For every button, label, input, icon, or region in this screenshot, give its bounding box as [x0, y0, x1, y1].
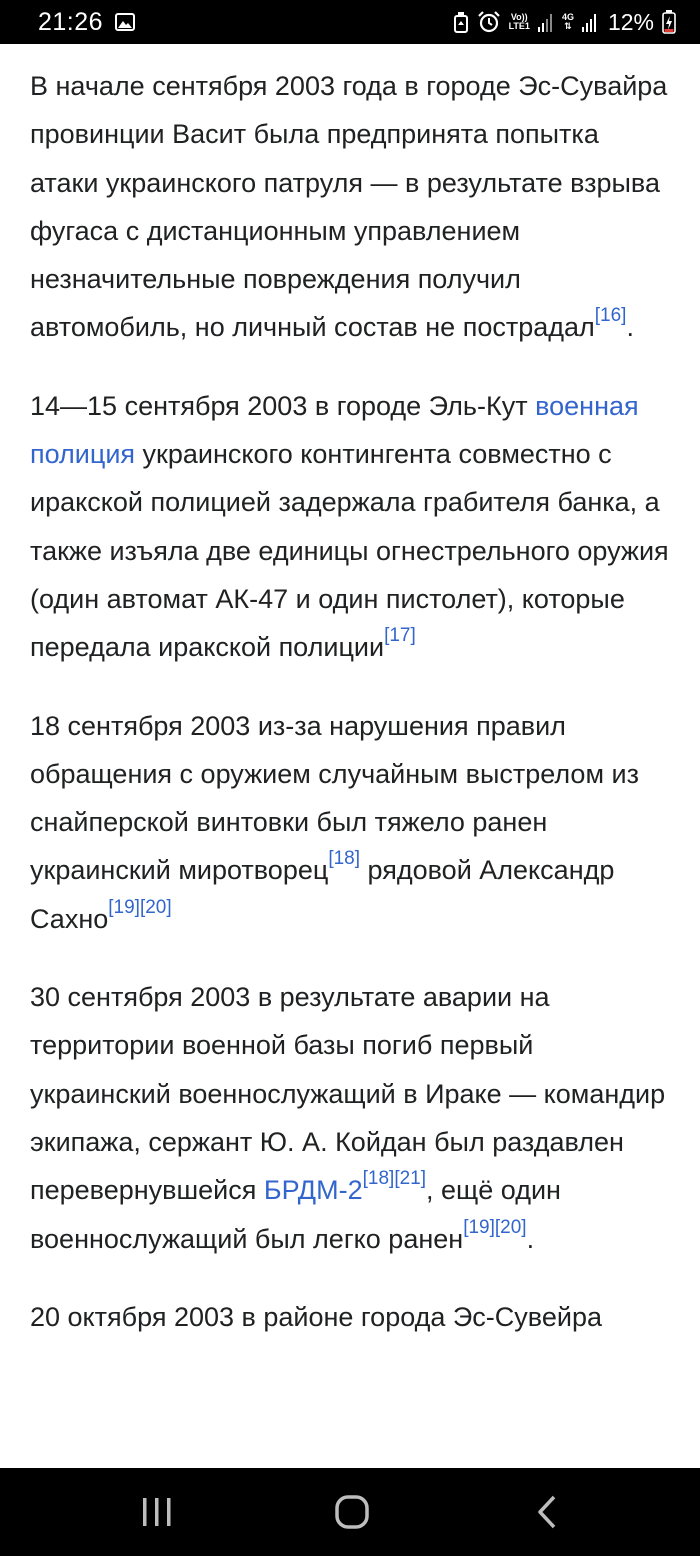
paragraph-text-end: . — [526, 1223, 535, 1254]
gallery-icon — [115, 13, 135, 31]
volte-top-label: Vo)) — [510, 12, 528, 22]
signal-icon-sim2 — [582, 12, 598, 32]
notification-icons — [115, 13, 135, 31]
home-button[interactable] — [297, 1468, 407, 1556]
reference-link-18[interactable]: [18] — [328, 848, 361, 870]
paragraph-text: 14—15 сентября 2003 в городе Эль-Кут — [30, 390, 536, 421]
reference[interactable] — [384, 625, 416, 646]
paragraph-text: украинского контингента совместно с иракской полицией задержала грабителя банка, а также изъяла две единицы огнестрельного оружия (один автомат АК-47 и один пистолет), которые передала иракской полиции — [30, 439, 669, 663]
recent-apps-button[interactable] — [102, 1468, 212, 1556]
cleaning-icon — [453, 11, 469, 33]
reference[interactable] — [363, 1168, 426, 1189]
network-type-text: 4G — [561, 12, 574, 22]
back-button[interactable] — [492, 1468, 602, 1556]
brdm-2-link[interactable]: БРДМ-2 — [263, 1175, 363, 1206]
reference-link-20[interactable]: [20] — [494, 1216, 527, 1238]
reference-link-19[interactable]: [19] — [463, 1216, 495, 1238]
alarm-icon — [477, 11, 501, 33]
paragraph-1 — [30, 62, 674, 352]
paragraph-text: 30 сентября 2003 в результате аварии на территории военной базы погиб первый украинский военнослужащий в Ираке — командир экипажа, сержант Ю. А. Койдан был раздавлен перевернувшейся — [30, 982, 666, 1206]
paragraph-text: В начале сентября 2003 года в городе Эс-Сувайра провинции Васит была предпринята попытка атаки украинского патруля — в результате взрыва фугаса с дистанционным управлением незначительные повреждения получил автомобиль, но личный состав не пострадал — [30, 71, 668, 343]
reference-link-16[interactable]: [16] — [594, 305, 627, 327]
paragraph-text: 18 сентября 2003 из-за нарушения правил обращения с оружием случайным выстрелом из снайперской винтовки был тяжело ранен украинский миротворец — [30, 710, 639, 886]
volte-label — [509, 13, 530, 31]
status-time: 21:26 — [38, 7, 104, 36]
recent-apps-icon — [140, 1495, 174, 1529]
navigation-bar — [0, 1468, 700, 1556]
article-body — [30, 62, 674, 1371]
paragraph-4 — [30, 973, 674, 1263]
paragraph-5 — [30, 1293, 674, 1341]
military-police-link[interactable]: военная полиция — [30, 390, 639, 470]
reference[interactable] — [463, 1217, 526, 1238]
reference-link-20[interactable]: [20] — [139, 896, 172, 918]
reference[interactable] — [328, 848, 360, 869]
system-status-icons — [453, 9, 676, 36]
status-bar — [0, 0, 700, 44]
battery-percent: 12% — [607, 8, 654, 35]
reference-link-17[interactable]: [17] — [384, 625, 416, 647]
home-icon — [333, 1493, 371, 1531]
paragraph-text: , ещё один военнослужащий был легко ранен — [30, 1175, 561, 1254]
paragraph-text-end: . — [626, 312, 634, 343]
paragraph-2 — [30, 382, 674, 672]
battery-charging-icon — [662, 10, 676, 34]
signal-icon — [538, 12, 554, 32]
back-icon — [532, 1494, 562, 1530]
paragraph-3 — [30, 702, 674, 943]
paragraph-text: 20 октября 2003 в районе города Эс-Сувейра — [30, 1301, 602, 1332]
reference[interactable] — [108, 897, 171, 918]
volte-bottom-label: LTE1 — [508, 21, 530, 31]
network-type-label — [562, 13, 574, 31]
paragraph-text: рядовой Александр Сахно — [30, 855, 615, 934]
data-arrows-icon: ⇅ — [564, 21, 572, 31]
reference-link-19[interactable]: [19] — [108, 896, 140, 918]
reference-link-18[interactable]: [18] — [362, 1168, 395, 1190]
reference-link-21[interactable]: [21] — [394, 1168, 427, 1190]
reference[interactable] — [595, 305, 627, 326]
